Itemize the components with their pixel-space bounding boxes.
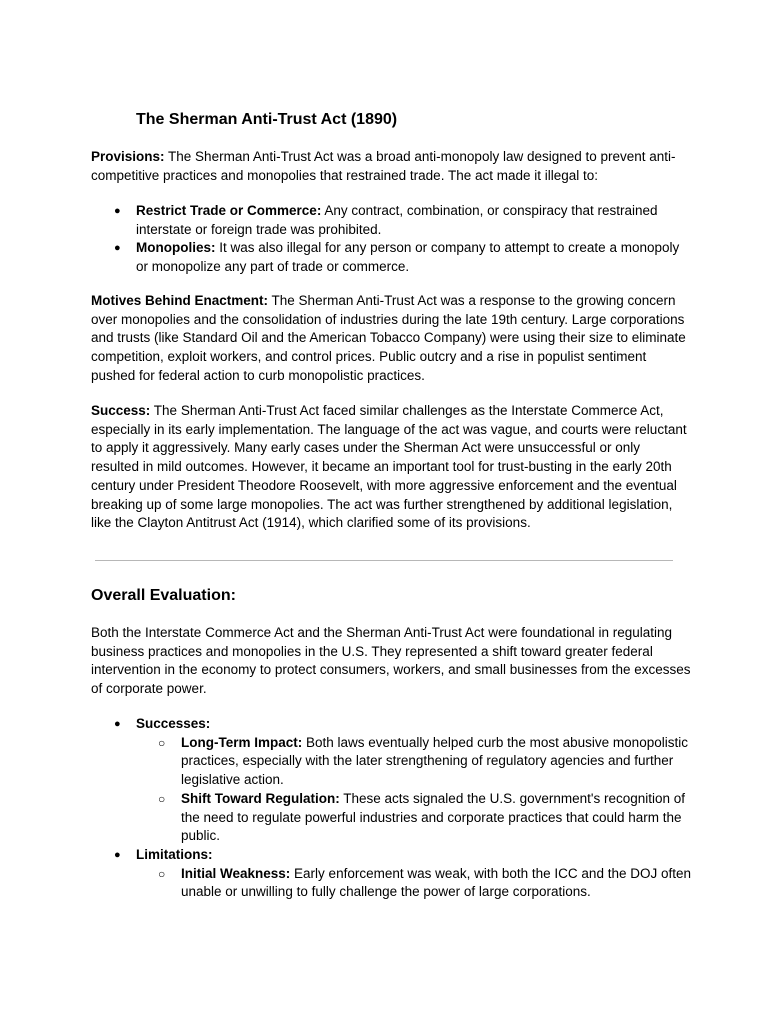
list-item-text: Any contract, combination, or conspiracy that restrained interstate or foreign trade was prohibited.	[136, 203, 658, 237]
list-item-text: Early enforcement was weak, with both the ICC and the DOJ often unable or unwilling to fully challenge the power of large corporations.	[181, 865, 691, 900]
hollow-bullet-icon: ○	[158, 791, 166, 806]
list-item	[91, 202, 691, 239]
list-item	[91, 715, 691, 846]
list-item-text: These acts signaled the U.S. government's recognition of the need to regulate powerful industries and corporate practices that could harm the public.	[181, 790, 686, 844]
list-item-label: Long-Term Impact:	[181, 734, 303, 750]
bullet-icon: ●	[114, 242, 121, 255]
limitations-sublist	[136, 865, 691, 902]
success-paragraph	[91, 402, 691, 533]
provisions-paragraph	[91, 148, 691, 185]
list-item	[91, 239, 691, 276]
list-item-text: It was also illegal for any person or company to attempt to create a monopoly or monopolize any part of trade or commerce.	[136, 240, 680, 275]
bullet-icon: ●	[114, 205, 121, 217]
hollow-bullet-icon: ○	[158, 866, 166, 881]
bullet-icon: ●	[114, 718, 121, 730]
success-text: The Sherman Anti-Trust Act faced similar challenges as the Interstate Commerce Act, especially in its early implementation. The language of the act was vague, and courts were reluctant to apply it aggressively. Many early cases under the Sherman Act were unsuccessful or only resulted in mild outcomes. However, it became an important tool for trust-busting in the early 20th century under President Theodore Roosevelt, with more aggressive enforcement and the eventual breaking up of some large monopolies. The act was further strengthened by additional legislation, like the Clayton Antitrust Act (1914), which clarified some of its provisions.	[91, 403, 687, 531]
provisions-label: Provisions:	[91, 149, 165, 164]
horizontal-divider	[95, 560, 673, 561]
motives-paragraph	[91, 292, 691, 386]
list-item-label: Shift Toward Regulation:	[181, 790, 340, 806]
list-item	[91, 846, 691, 902]
limitations-label: Limitations:	[136, 846, 213, 862]
list-item	[136, 734, 691, 790]
motives-label: Motives Behind Enactment:	[91, 293, 269, 308]
motives-text: The Sherman Anti-Trust Act was a response to the growing concern over monopolies and the consolidation of industries during the late 19th century. Large corporations and trusts (like Standard Oil and the American Tobacco Company) were using their size to eliminate competition, exploit workers, and control prices. Public outcry and a rise in populist sentiment pushed for federal action to curb monopolistic practices.	[91, 293, 686, 383]
success-label: Success:	[91, 403, 151, 418]
bullet-icon: ●	[114, 848, 121, 861]
successes-sublist	[136, 734, 691, 846]
list-item-label: Initial Weakness:	[181, 865, 291, 881]
overall-intro-paragraph: Both the Interstate Commerce Act and the Sherman Anti-Trust Act were foundational in regulating business practices and monopolies in the U.S. They represented a shift toward greater federal intervention in the economy to protect consumers, workers, and small businesses from the excesses of corporate power.	[91, 625, 691, 697]
hollow-bullet-icon: ○	[158, 735, 166, 750]
list-item-label: Monopolies:	[136, 240, 216, 256]
provisions-text: The Sherman Anti-Trust Act was a broad anti-monopoly law designed to prevent anti-competitive practices and monopolies that restrained trade. The act made it illegal to:	[91, 149, 676, 183]
provisions-list	[91, 202, 691, 277]
list-item	[136, 865, 691, 902]
overall-evaluation-heading: Overall Evaluation:	[91, 587, 236, 604]
successes-label: Successes:	[136, 716, 211, 731]
document-title: The Sherman Anti-Trust Act (1890)	[136, 111, 398, 128]
list-item-text: Both laws eventually helped curb the most abusive monopolistic practices, especially with the later strengthening of regulatory agencies and further legislative action.	[181, 734, 688, 788]
evaluation-list	[91, 715, 691, 902]
list-item-label: Restrict Trade or Commerce:	[136, 203, 322, 218]
list-item	[136, 790, 691, 846]
